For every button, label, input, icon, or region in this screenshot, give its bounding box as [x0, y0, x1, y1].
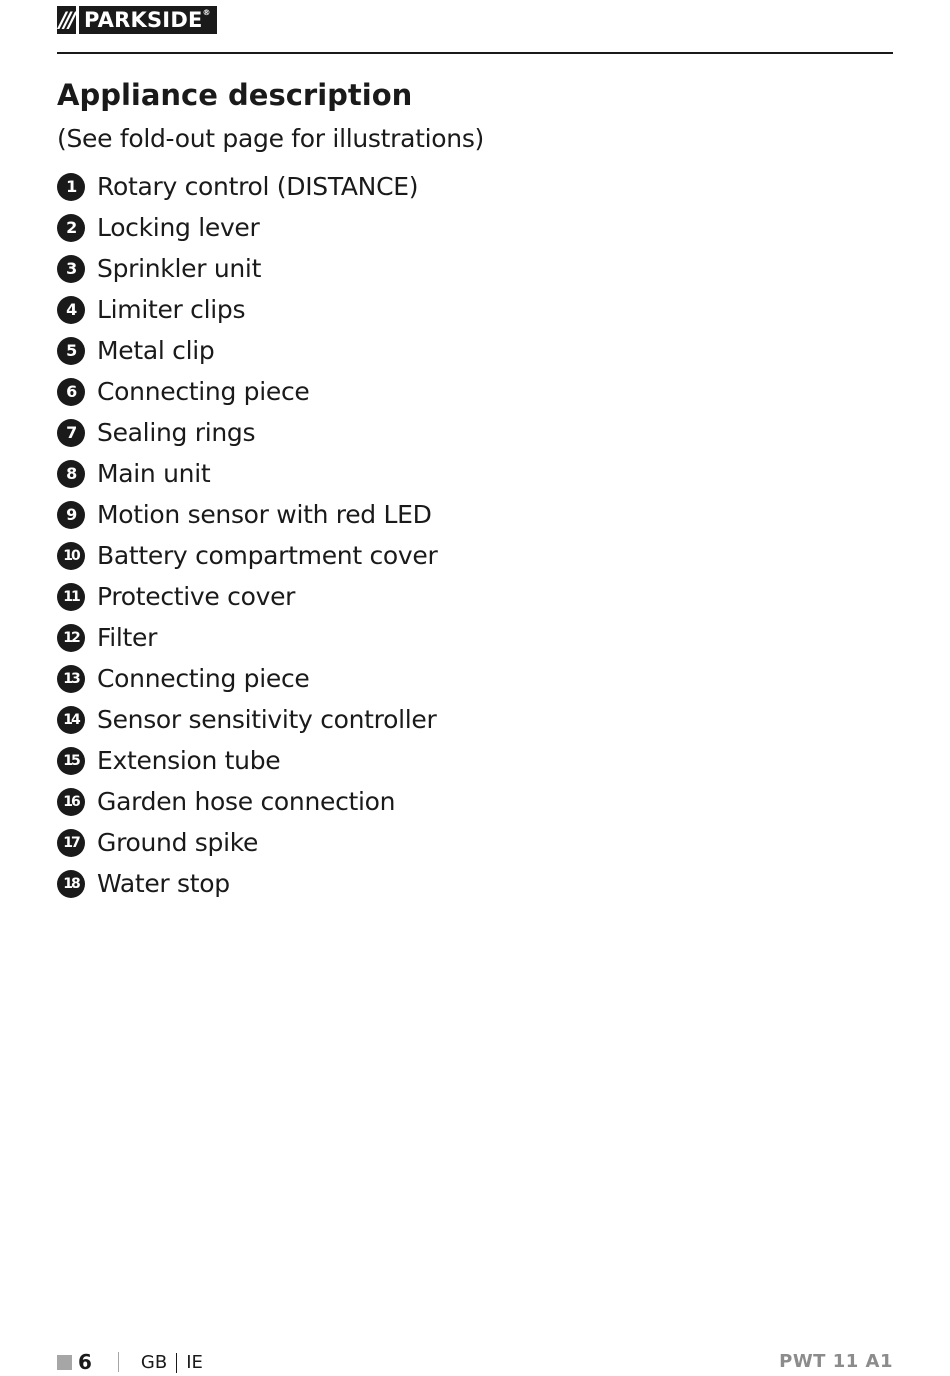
subtitle: (See fold-out page for illustrations) [57, 124, 484, 153]
item-label: Sealing rings [97, 417, 256, 447]
list-item [57, 535, 437, 576]
item-label: Connecting piece [97, 376, 310, 406]
logo-text: PARKSIDE® [79, 6, 217, 34]
item-number-badge: 7 [57, 419, 85, 447]
item-label: Extension tube [97, 745, 281, 775]
list-item [57, 248, 437, 289]
item-label: Sprinkler unit [97, 253, 262, 283]
language-gb: GB [140, 1351, 168, 1373]
list-item [57, 494, 437, 535]
list-item [57, 658, 437, 699]
item-number-badge: 12 [57, 624, 85, 652]
item-number-badge: 15 [57, 747, 85, 775]
item-label: Locking lever [97, 212, 260, 242]
list-item [57, 863, 437, 904]
footer-separator [118, 1352, 119, 1372]
list-item [57, 576, 437, 617]
item-number-badge: 5 [57, 337, 85, 365]
registered-mark: ® [202, 8, 211, 17]
list-item [57, 781, 437, 822]
item-number-badge: 18 [57, 870, 85, 898]
item-number-badge: 13 [57, 665, 85, 693]
item-number-badge: 17 [57, 829, 85, 857]
item-number-badge: 16 [57, 788, 85, 816]
header [57, 6, 217, 34]
model-number: PWT 11 A1 [779, 1351, 893, 1372]
list-item [57, 740, 437, 781]
language-ie: IE [186, 1351, 203, 1373]
list-item [57, 412, 437, 453]
item-number-badge: 11 [57, 583, 85, 611]
footer [57, 1348, 203, 1376]
list-item [57, 371, 437, 412]
item-label: Main unit [97, 458, 211, 488]
list-item [57, 166, 437, 207]
item-number-badge: 10 [57, 542, 85, 570]
list-item [57, 289, 437, 330]
item-label: Protective cover [97, 581, 296, 611]
item-label: Battery compartment cover [97, 540, 438, 570]
item-number-badge: 6 [57, 378, 85, 406]
list-item [57, 330, 437, 371]
item-number-badge: 14 [57, 706, 85, 734]
item-number-badge: 3 [57, 255, 85, 283]
item-label: Filter [97, 622, 158, 652]
item-label: Sensor sensitivity controller [97, 704, 437, 734]
item-label: Garden hose connection [97, 786, 396, 816]
item-label: Motion sensor with red LED [97, 499, 432, 529]
footer-languages [141, 1352, 203, 1373]
list-item [57, 453, 437, 494]
list-item [57, 699, 437, 740]
list-item [57, 207, 437, 248]
item-label: Connecting piece [97, 663, 310, 693]
item-number-badge: 8 [57, 460, 85, 488]
item-number-badge: 2 [57, 214, 85, 242]
item-label: Ground spike [97, 827, 259, 857]
parkside-logo [57, 6, 217, 34]
item-label: Water stop [97, 868, 230, 898]
logo-stripes: /// [57, 6, 76, 34]
page-title: Appliance description [57, 78, 413, 112]
list-item [57, 822, 437, 863]
list-item [57, 617, 437, 658]
item-label: Limiter clips [97, 294, 246, 324]
item-number-badge: 4 [57, 296, 85, 324]
item-number-badge: 1 [57, 173, 85, 201]
header-rule [57, 52, 893, 54]
item-label: Rotary control (DISTANCE) [97, 171, 419, 201]
item-label: Metal clip [97, 335, 215, 365]
page-number: 6 [78, 1350, 92, 1374]
parts-list [57, 166, 437, 904]
item-number-badge: 9 [57, 501, 85, 529]
page-marker-square [57, 1355, 72, 1370]
